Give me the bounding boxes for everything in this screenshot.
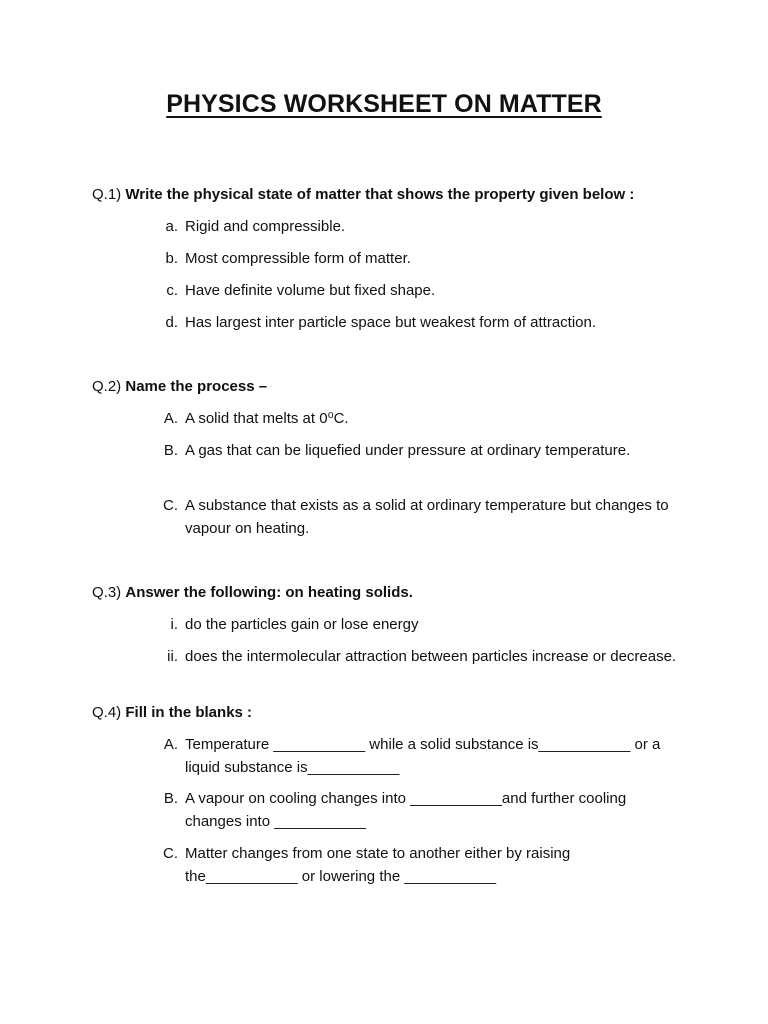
page-title: PHYSICS WORKSHEET ON MATTER (166, 90, 602, 118)
item-marker: A. (163, 410, 178, 427)
item-text: Most compressible form of matter. (185, 250, 411, 267)
item-text: Have definite volume but fixed shape. (185, 282, 436, 299)
item-marker: a. (165, 218, 178, 235)
question-2-heading (92, 376, 267, 398)
list-item (140, 843, 680, 888)
item-text: Temperature ___________ while a solid substance is___________ or a liquid substance is___________ (185, 736, 661, 776)
list-item (140, 495, 680, 540)
item-text: Rigid and compressible. (185, 218, 346, 235)
list-item (140, 614, 680, 637)
item-text: Matter changes from one state to another either by raising the___________ or lowering the ___________ (185, 845, 571, 885)
item-text: Has largest inter particle space but weakest form of attraction. (185, 314, 597, 331)
question-number: Q.4) (92, 704, 122, 721)
list-item (140, 280, 680, 303)
question-text: Name the process – (125, 378, 268, 395)
question-number: Q.1) (92, 186, 122, 203)
list-item (140, 788, 680, 833)
item-marker: c. (166, 282, 178, 299)
item-marker: A. (163, 736, 178, 753)
item-marker: b. (165, 250, 178, 267)
list-item (140, 440, 680, 463)
list-item (140, 646, 680, 669)
question-4-heading (92, 702, 252, 724)
question-text: Write the physical state of matter that shows the property given below : (125, 186, 635, 203)
item-text: does the intermolecular attraction between particles increase or decrease. (185, 648, 677, 665)
question-number: Q.2) (92, 378, 122, 395)
item-text: A substance that exists as a solid at ordinary temperature but changes to vapour on heating. (185, 497, 669, 537)
question-number: Q.3) (92, 584, 122, 601)
item-marker: B. (163, 790, 178, 807)
list-item (140, 216, 680, 239)
list-item (140, 248, 680, 271)
item-text: A solid that melts at 0⁰C. (185, 410, 349, 427)
item-marker: i. (170, 616, 178, 633)
question-text: Answer the following: on heating solids. (125, 584, 413, 601)
item-marker: d. (165, 314, 178, 331)
question-3-heading (92, 582, 413, 604)
item-text: A vapour on cooling changes into ___________and further cooling changes into ___________ (185, 790, 627, 830)
list-item (140, 312, 680, 335)
question-1-heading (92, 184, 634, 206)
item-marker: B. (163, 442, 178, 459)
item-marker: C. (163, 845, 178, 862)
item-text: A gas that can be liquefied under pressure at ordinary temperature. (185, 442, 631, 459)
list-item (140, 408, 680, 431)
list-item (140, 734, 680, 779)
item-marker: ii. (167, 648, 178, 665)
question-text: Fill in the blanks : (125, 704, 253, 721)
item-text: do the particles gain or lose energy (185, 616, 419, 633)
item-marker: C. (163, 497, 178, 514)
